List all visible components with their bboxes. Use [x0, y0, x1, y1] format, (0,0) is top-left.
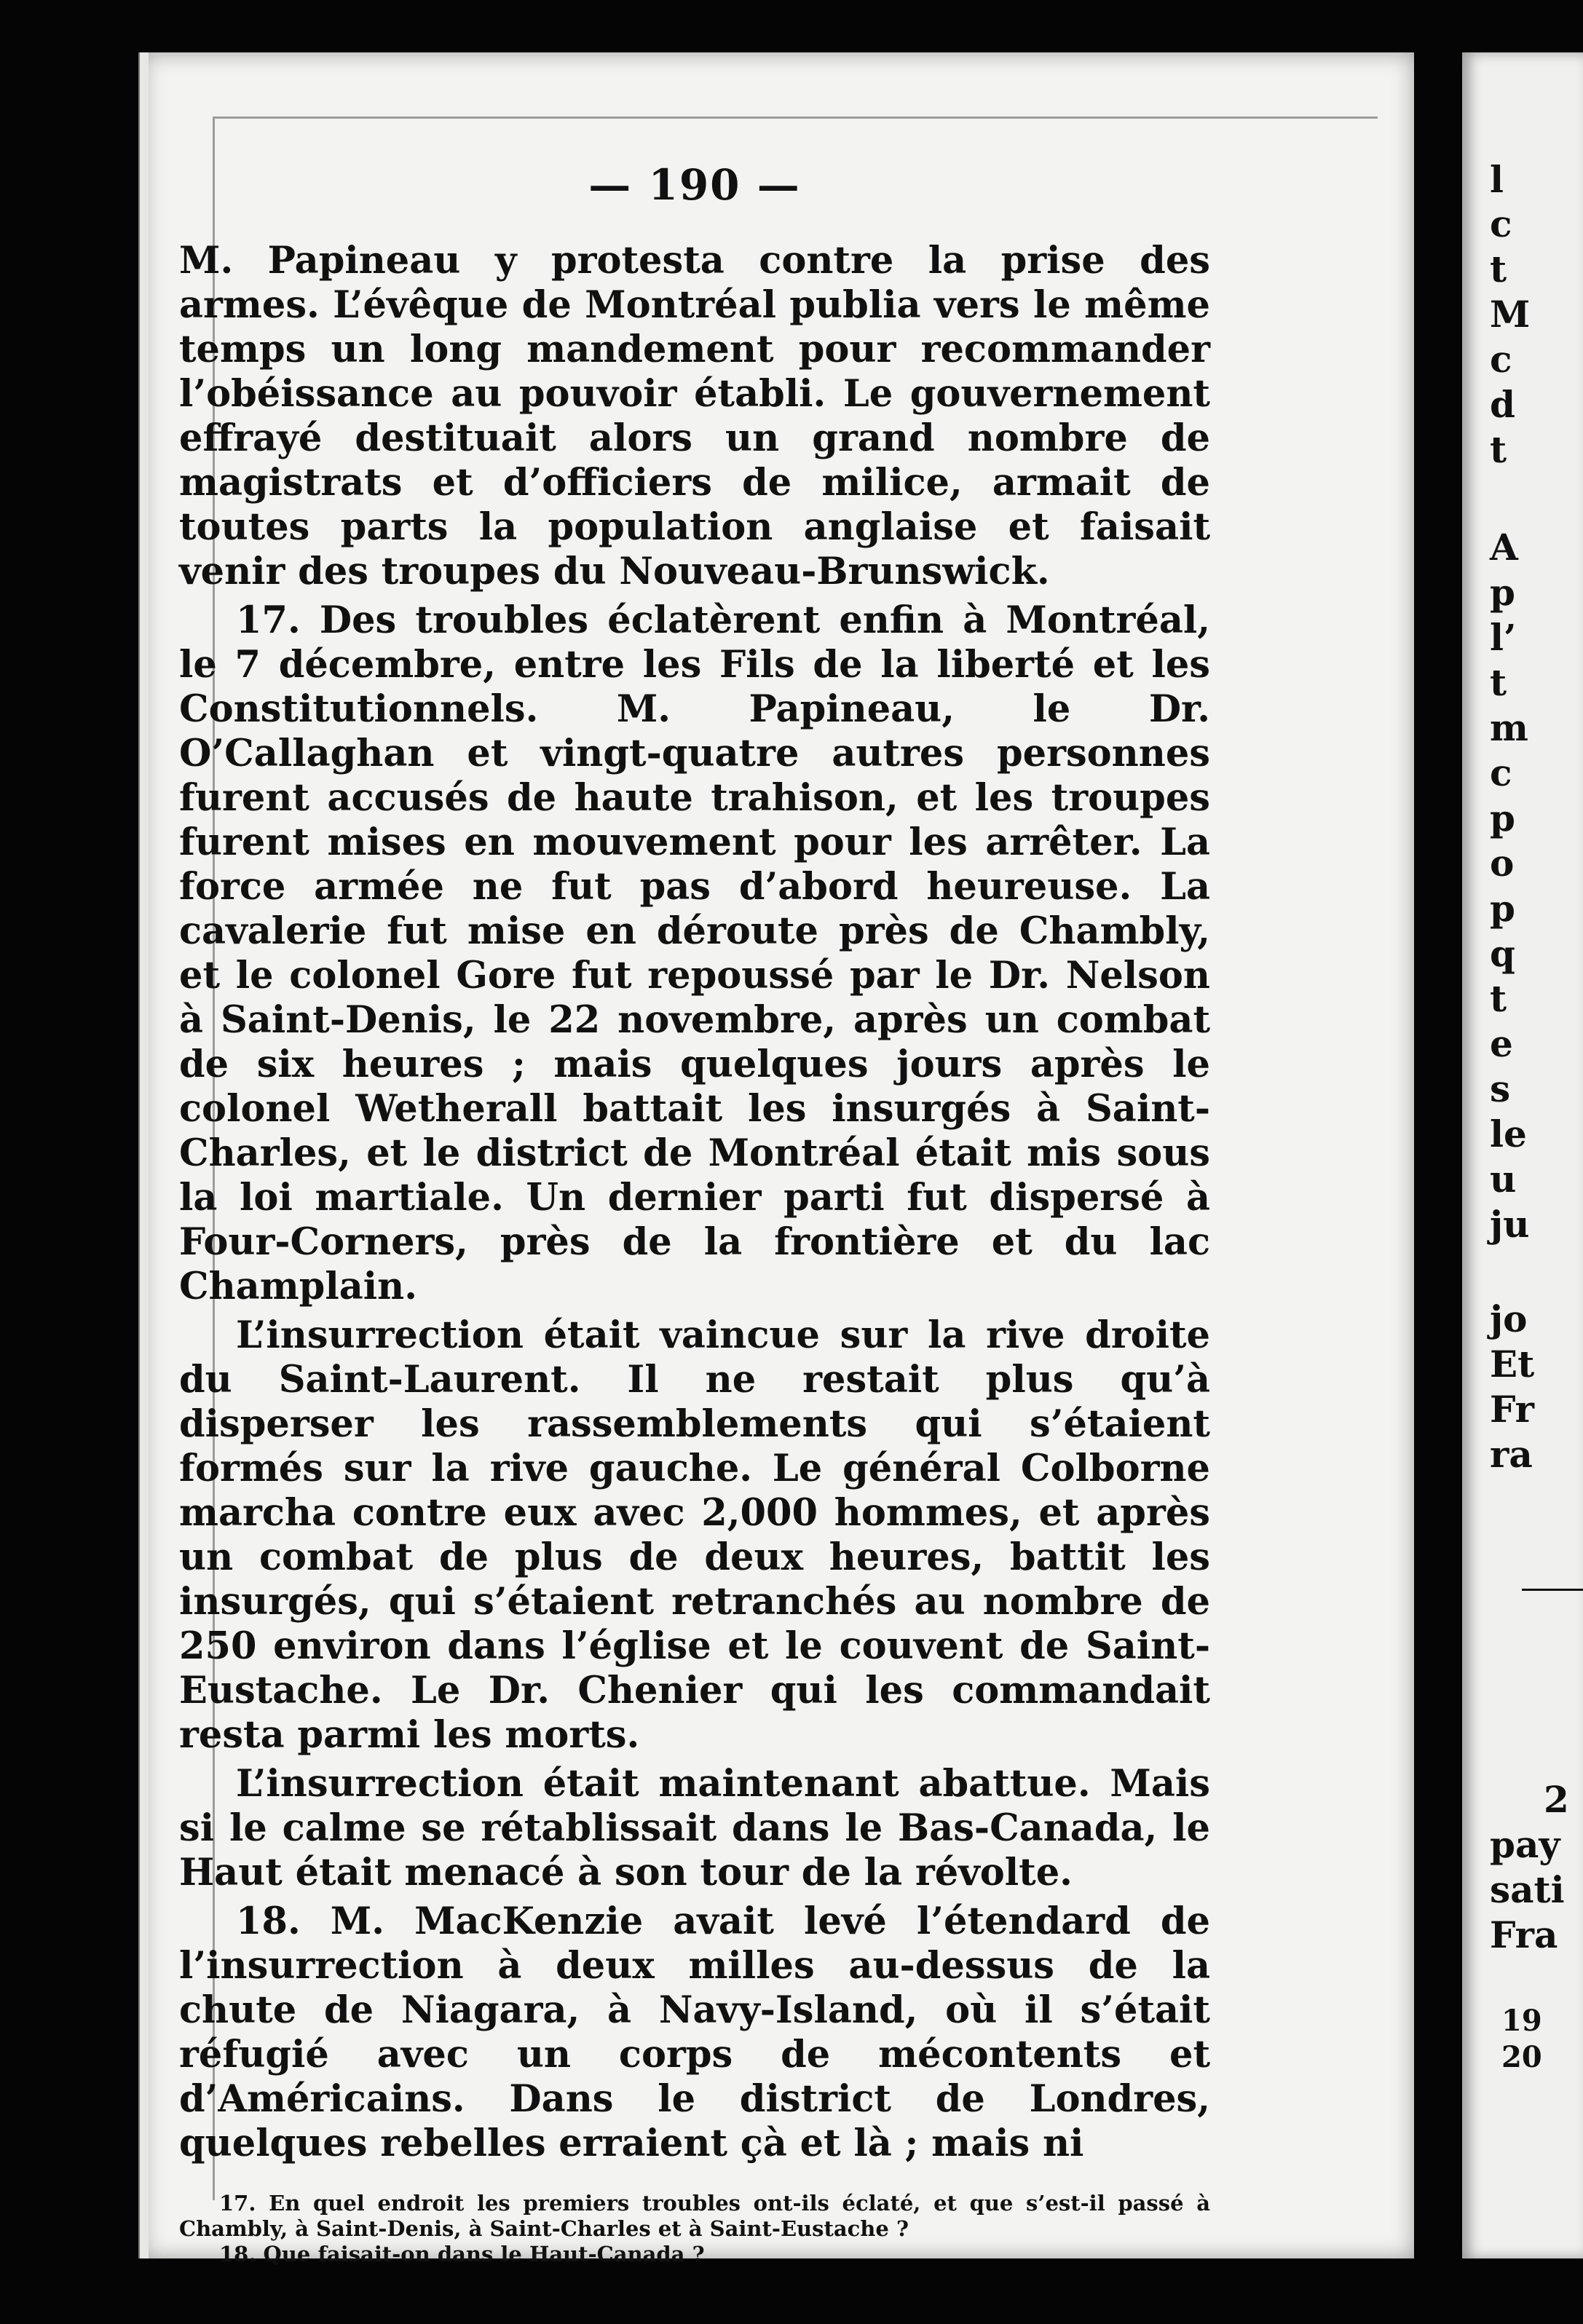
- adjacent-fragment: 20: [1501, 2040, 1542, 2074]
- adjacent-fragment: t: [1490, 248, 1507, 290]
- page-text-block: [179, 160, 1210, 2267]
- paragraph-upper-canada-threatened: L’insurrection était maintenant abattue. Mais si le calme se rétablissait dans le Bas-Canada, le Haut était menacé à son tour de la révolte.: [179, 1762, 1210, 1894]
- adjacent-fragment: p: [1490, 887, 1515, 930]
- footnote-question-18: 18. Que faisait-on dans le Haut-Canada ?: [219, 2242, 705, 2266]
- adjacent-fragment: t: [1490, 428, 1507, 471]
- paragraph-section-18: 18. M. MacKenzie avait levé l’étendard de l’insurrection à deux milles au-dessus de la chute de Niagara, à Navy-Island, où il s’était réfugié avec un corps de mécontents et d’Américains. Dans le district de Londres, quelques rebelles erraient çà et là ; mais ni: [179, 1900, 1210, 2165]
- adjacent-fragment: t: [1490, 977, 1507, 1020]
- adjacent-fragment: c: [1490, 202, 1512, 245]
- adjacent-fragment: l: [1490, 158, 1504, 201]
- paragraph-insurrection-vanquished: L’insurrection était vaincue sur la rive droite du Saint-Laurent. Il ne restait plus qu’à disperser les rassemblements qui s’étaient formés sur la rive gauche. Le général Colborne marcha contre eux avec 2,000 hommes, et après un combat de plus de deux heures, battit les insurgés, qui s’étaient retranchés au nombre de 250 environ dans l’église et le couvent de Saint-Eustache. Le Dr. Chenier qui les commandait resta parmi les morts.: [179, 1313, 1210, 1757]
- page-number: — 190 —: [588, 160, 801, 210]
- adjacent-fragment: M: [1490, 293, 1531, 336]
- adjacent-fragment: ra: [1490, 1433, 1533, 1476]
- adjacent-fragment: m: [1490, 706, 1528, 749]
- adjacent-fragment: 2: [1544, 1778, 1569, 1821]
- adjacent-fragment: o: [1490, 842, 1515, 885]
- adjacent-fragment: l’: [1490, 616, 1517, 659]
- adjacent-page-rule: [1522, 1589, 1583, 1591]
- adjacent-fragment: c: [1490, 338, 1512, 381]
- paragraph-papineau-protest: M. Papineau y protesta contre la prise des armes. L’évêque de Montréal publia vers le même temps un long mandement pour recommander l’obéissance au pouvoir établi. Le gouvernement effrayé destituait alors un grand nombre de magistrats et d’officiers de milice, armait de toutes parts la population anglaise et faisait venir des troupes du Nouveau-Brunswick.: [179, 239, 1210, 593]
- adjacent-fragment: Fra: [1490, 1913, 1558, 1956]
- footnote-questions: [179, 2191, 1210, 2267]
- adjacent-fragment: sati: [1490, 1868, 1565, 1911]
- adjacent-fragment: t: [1490, 661, 1507, 704]
- adjacent-fragment: le: [1490, 1112, 1527, 1155]
- adjacent-fragment: p: [1490, 797, 1515, 839]
- adjacent-fragment: ju: [1490, 1203, 1530, 1246]
- adjacent-fragment: e: [1490, 1022, 1513, 1065]
- adjacent-fragment: jo: [1490, 1297, 1528, 1340]
- adjacent-fragment: pay: [1490, 1823, 1560, 1866]
- adjacent-fragment: d: [1490, 383, 1515, 426]
- footnote-question-17: 17. En quel endroit les premiers troubles ont-ils éclaté, et que s’est-il passé à Chambly, à Saint-Denis, à Saint-Charles et à Saint-Eustache ?: [179, 2191, 1210, 2241]
- adjacent-fragment: Fr: [1490, 1388, 1534, 1431]
- adjacent-fragment: c: [1490, 751, 1512, 794]
- adjacent-page-edge: [1462, 52, 1583, 2258]
- paragraph-section-17: 17. Des troubles éclatèrent enfin à Montréal, le 7 décembre, entre les Fils de la liberté et les Constitutionnels. M. Papineau, le Dr. O’Callaghan et vingt-quatre autres personnes furent accusés de haute trahison, et les troupes furent mises en mouvement pour les arrêter. La force armée ne fut pas d’abord heureuse. La cavalerie fut mise en déroute près de Chambly, et le colonel Gore fut repoussé par le Dr. Nelson à Saint-Denis, le 22 novembre, après un combat de six heures ; mais quelques jours après le colonel Wetherall battait les insurgés à Saint-Charles, et le district de Montréal était mis sous la loi martiale. Un dernier parti fut dispersé à Four-Corners, près de la frontière et du lac Champlain.: [179, 598, 1210, 1308]
- adjacent-fragment: p: [1490, 571, 1515, 614]
- adjacent-fragment: u: [1490, 1158, 1517, 1201]
- page-frame-top-rule: [213, 116, 1378, 119]
- adjacent-fragment: A: [1490, 526, 1518, 569]
- adjacent-fragment: Et: [1490, 1343, 1535, 1386]
- adjacent-fragment: s: [1490, 1067, 1511, 1110]
- adjacent-fragment: 19: [1501, 2004, 1542, 2038]
- adjacent-fragment: q: [1490, 932, 1515, 975]
